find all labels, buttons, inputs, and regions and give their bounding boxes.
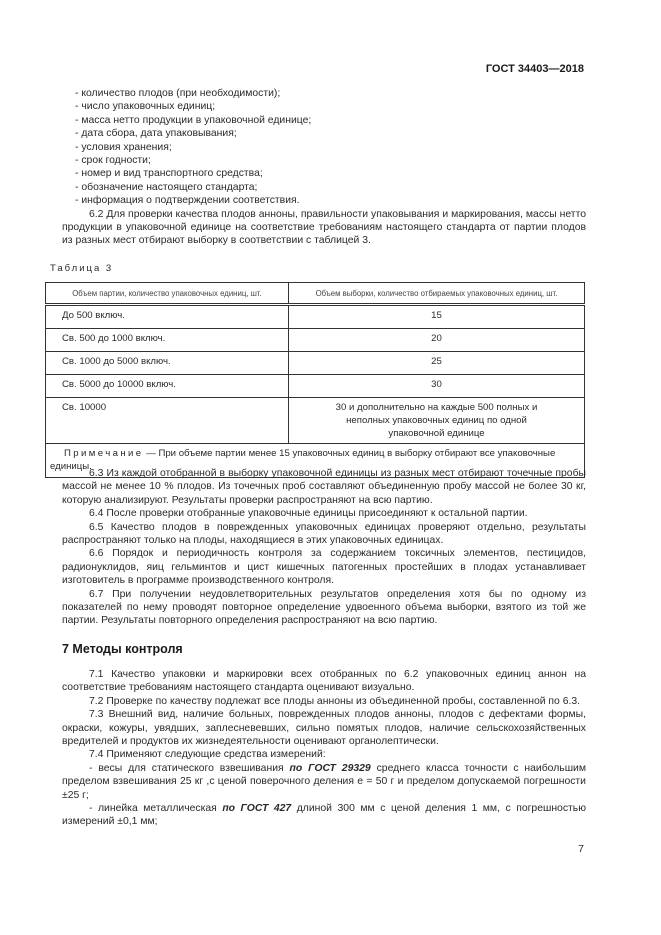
table-row [46,375,585,398]
table-caption: Таблица 3 [50,263,114,274]
table-cell: 30 [289,375,585,398]
paragraph-6-6: 6.6 Порядок и периодичность контроля за содержанием токсичных элементов, пестицидов, радионуклидов, яиц гельминтов и цист кишечных патогенных простейших в плодах устанавливает изготовитель в программе производственного контроля. [62,548,586,587]
paragraph-7-2: 7.2 Проверке по качеству подлежат все плоды анноны из объединенной пробы, составленной по 6.3. [89,695,581,707]
list-item: - масса нетто продукции в упаковочной единице; [75,114,312,126]
table-cell: Св. 5000 до 10000 включ. [46,375,289,398]
list-item: - число упаковочных единиц; [75,101,216,113]
ruler-item [62,802,586,829]
list-item: - количество плодов (при необходимости); [75,88,281,99]
table-row [46,398,585,444]
list-item: - обозначение настоящего стандарта; [75,181,258,193]
note-text: — При объеме партии менее 15 упаковочных единиц в выборку отбирают все упаковочные единицы. [50,448,556,472]
paragraph-7-3: 7.3 Внешний вид, наличие больных, поврежденных плодов анноны, плодов с дефектами формы, окраски, кожуры, увядших, заплесневевших, сильно помятых плодов, наличие сельскохозяйственных вредителей и продуктов их жизнедеятельности оценивают органолептически. [62,709,586,748]
standard-reference: по ГОСТ 427 [222,803,292,815]
note-label: Примечание [64,448,144,459]
paragraph-6-7: 6.7 При получении неудовлетворительных результатов определения хотя бы по одному из показателей по нему проводят повторное определение удвоенного объема выборки, взятого из той же партии. Результаты повторного определения распространяют на всю партию. [62,588,586,627]
table-row [46,352,585,375]
document-id-header: ГОСТ 34403—2018 [485,63,584,75]
text: среднего класса точности с наибольшим пределом взвешивания 25 кг ,с ценой поверочного деления е = 50 г и пределом допускаемой погрешности ±25 г; [62,762,586,801]
table-row [46,329,585,352]
table-cell: До 500 включ. [46,305,289,329]
marking-list [62,87,586,248]
paragraph-7-4: 7.4 Применяют следующие средства измерений: [89,749,326,761]
text: - весы для статического взвешивания [89,762,290,774]
table-cell: 20 [289,329,585,352]
list-item: - информация о подтверждении соответствия. [75,195,300,207]
table-cell: 15 [289,305,585,329]
section-7-title: 7 Методы контроля [62,642,183,656]
paragraph-7-1: 7.1 Качество упаковки и маркировки всех отобранных по 6.2 упаковочных единиц аннон на соответствие требованиям настоящего стандарта оценивают визуально. [62,669,586,694]
table-cell: 25 [289,352,585,375]
paragraph-6-3: 6.3 Из каждой отобранной в выборку упаковочной единицы из разных мест отбирают точечные пробы массой не менее 10 % плодов. Из точечных проб составляют объединенную пробу массой не более 30 кг, которую анализируют. Результаты проверки распространяют на всю партию. [62,468,586,506]
paragraph-6-4: 6.4 После проверки отобранные упаковочные единицы присоединяют к остальной партии. [89,508,528,520]
list-item: - условия хранения; [75,141,172,153]
table-row [46,305,585,329]
section-6-paragraphs [62,467,586,628]
list-item: - дата сбора, дата упаковывания; [75,128,237,140]
list-item: - срок годности; [75,155,151,167]
page-number: 7 [578,843,584,855]
section-7-paragraphs [62,668,586,829]
paragraph-6-2: 6.2 Для проверки качества плодов анноны, правильности упаковывания и маркирования, массы нетто продукции в упаковочной единице на соответствие требованиям настоящего стандарта от партии плодов из разных мест отбирают выборку в соответствии с таблицей 3. [62,208,586,247]
text: длиной 300 мм с ценой деления 1 мм, с погрешностью измерений ±0,1 мм; [62,803,586,828]
table-cell: Св. 500 до 1000 включ. [46,329,289,352]
table-cell: Св. 1000 до 5000 включ. [46,352,289,375]
table-cell: Св. 10000 [46,398,289,444]
paragraph-6-5: 6.5 Качество плодов в поврежденных упаковочных единицах проверяют отдельно, результаты распространяют только на плоды, находящиеся в этих упаковочных единицах. [62,521,586,547]
table-header: Объем партии, количество упаковочных единиц, шт. [46,283,289,305]
table-header: Объем выборки, количество отбираемых упаковочных единиц, шт. [289,283,585,305]
standard-reference: по ГОСТ 29329 [289,762,371,774]
text: - линейка металлическая [89,803,223,815]
list-item: - номер и вид транспортного средства; [75,168,263,180]
scales-item [62,762,586,802]
sample-size-table [45,282,585,478]
table-cell: 30 и дополнительно на каждые 500 полных и неполных упаковочных единиц по одной упаковочной единице [289,398,585,444]
